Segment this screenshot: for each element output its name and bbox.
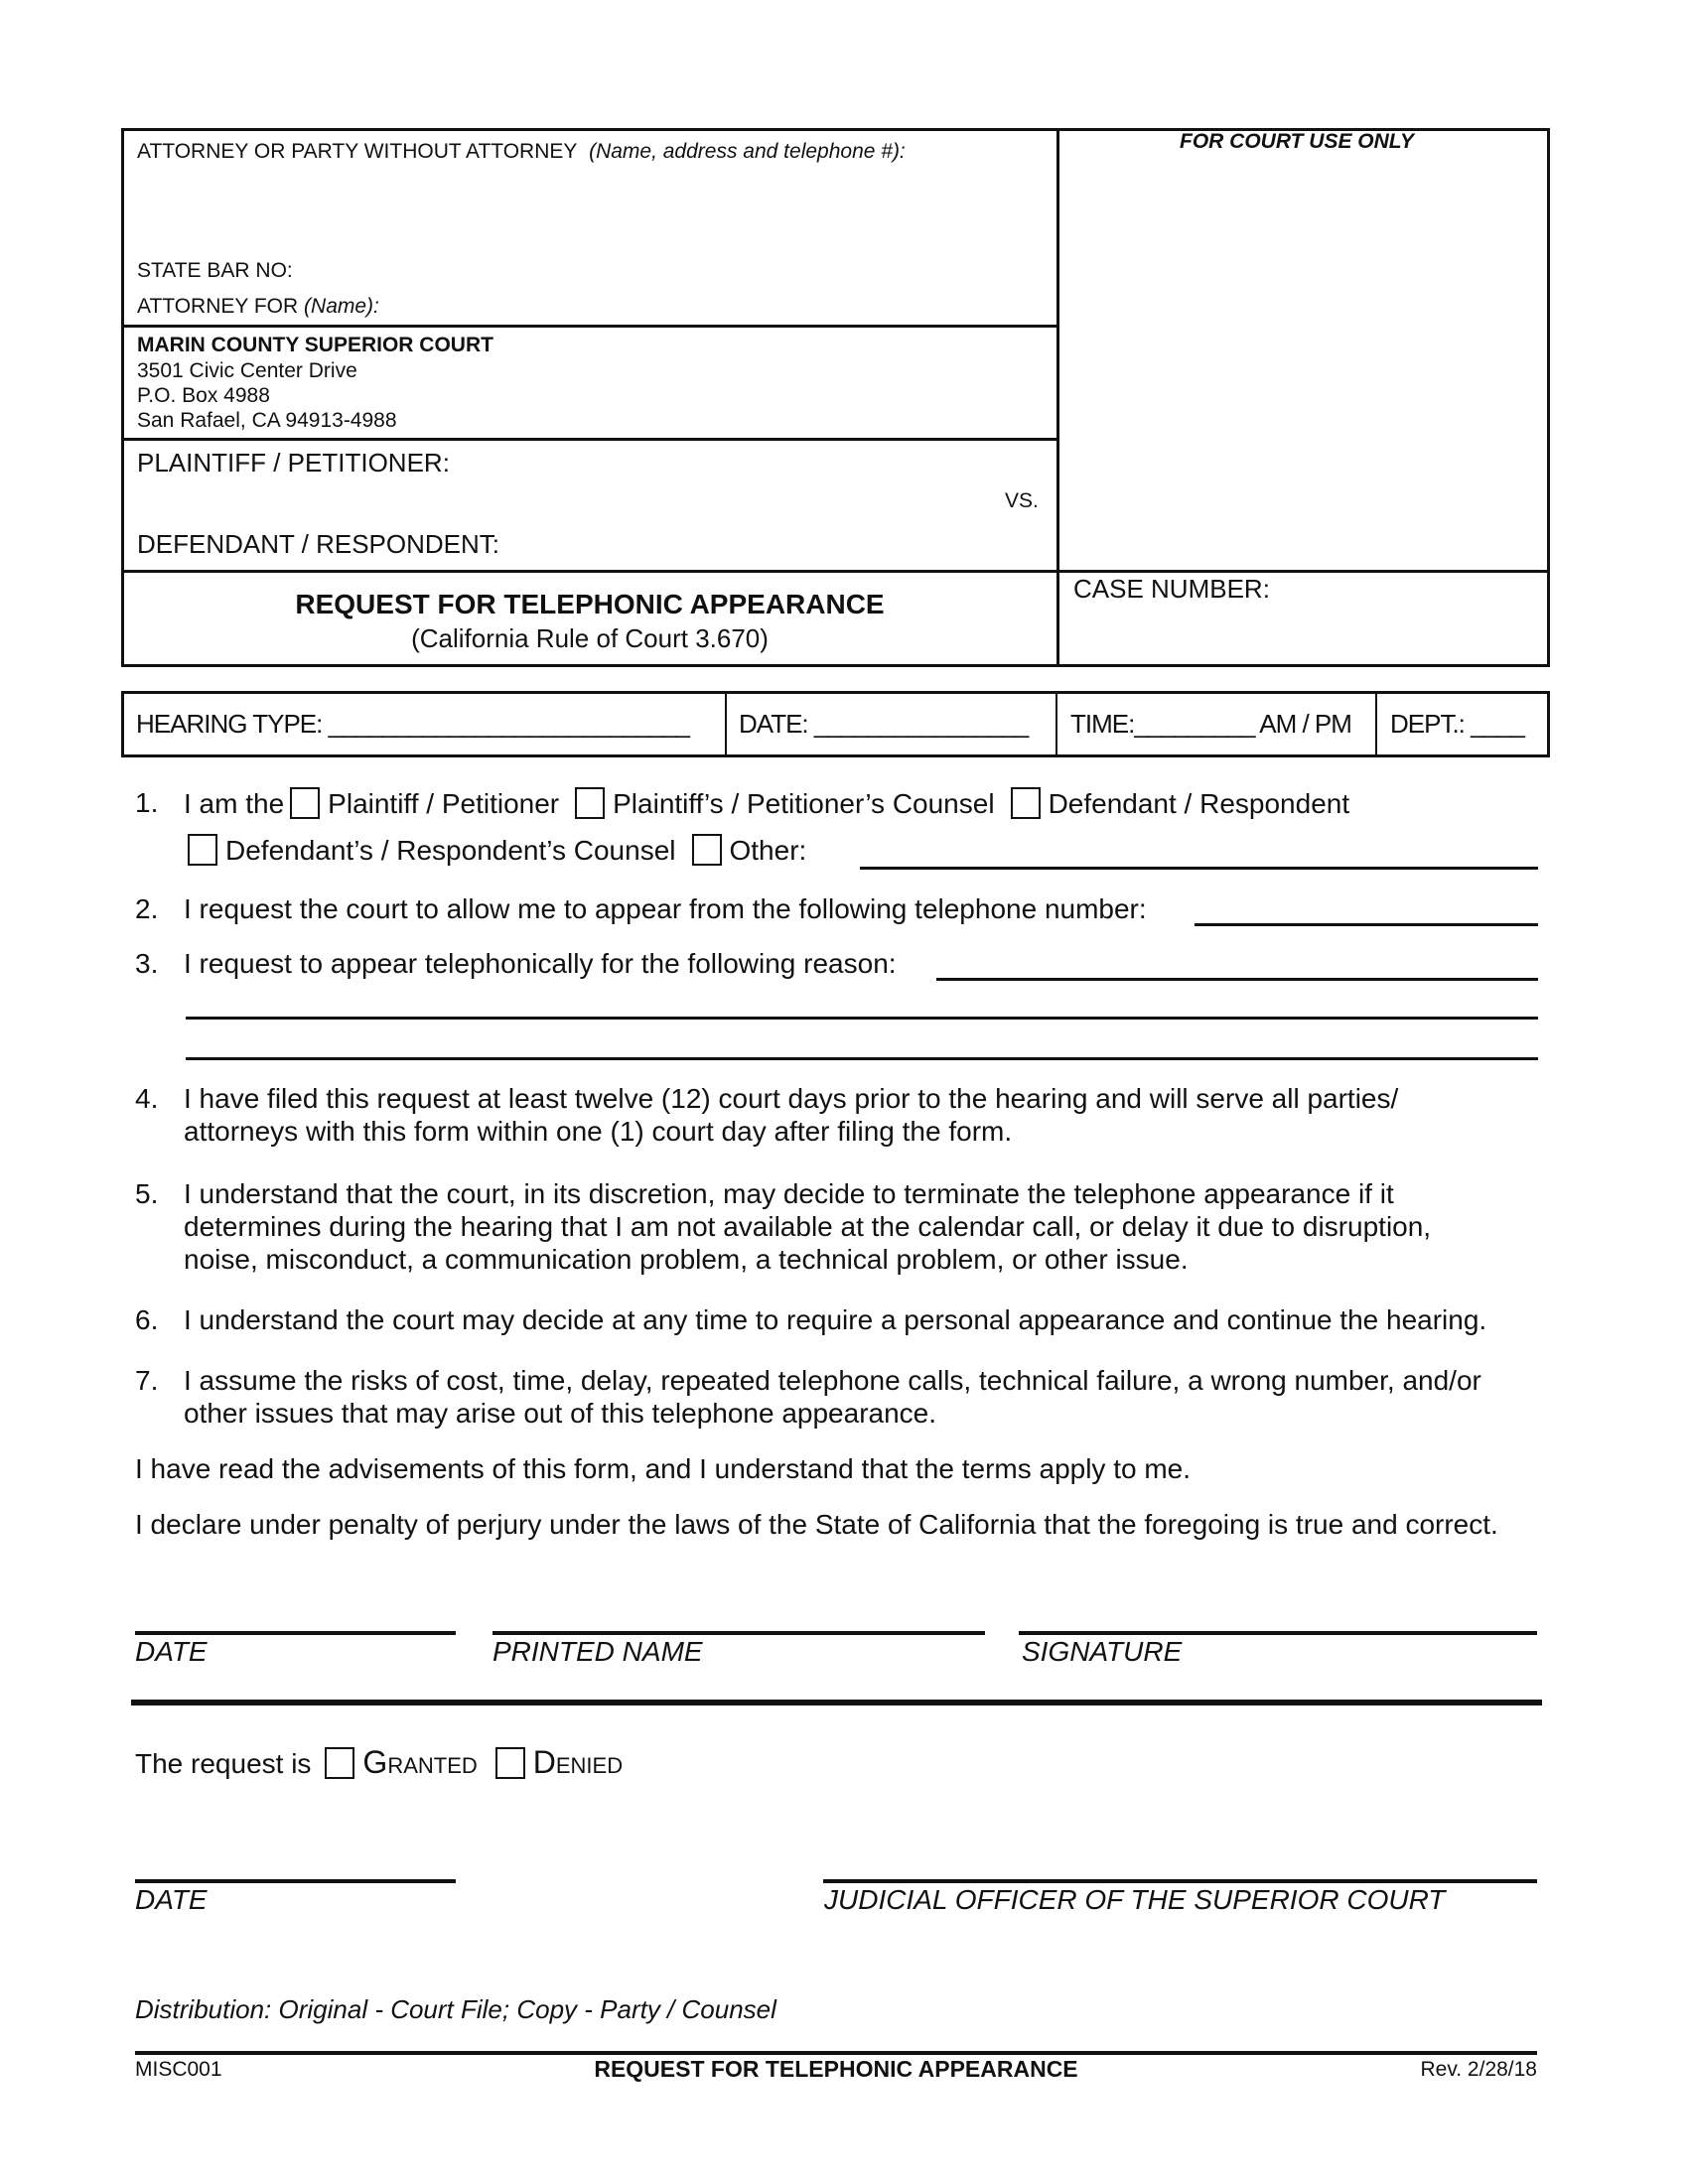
item-2-text: I request the court to allow me to appear from the following telephone number: — [184, 893, 1147, 924]
item-number: 6. — [135, 1304, 159, 1335]
item-number: 5. — [135, 1178, 159, 1209]
divider — [1055, 691, 1057, 757]
judicial-officer-label: JUDICIAL OFFICER OF THE SUPERIOR COURT — [824, 1884, 1446, 1915]
form-title: REQUEST FOR TELEPHONIC APPEARANCE — [295, 589, 885, 619]
item-1-lead: I am the — [184, 788, 285, 819]
attorney-for-hint: (Name): — [304, 295, 379, 318]
attorney-for-label — [137, 295, 379, 319]
order-lead: The request is — [135, 1748, 312, 1779]
judicial-officer-line[interactable] — [823, 1879, 1537, 1883]
section-divider — [131, 1700, 1542, 1706]
court-address-line: P.O. Box 4988 — [137, 384, 270, 407]
court-use-label: FOR COURT USE ONLY — [1180, 130, 1415, 153]
item-6-text: I understand the court may decide at any time to require a personal appearance and continue the hearing. — [184, 1304, 1487, 1335]
other-checkbox[interactable] — [692, 834, 722, 866]
footer-title: REQUEST FOR TELEPHONIC APPEARANCE — [594, 2056, 1078, 2082]
revision-date: Rev. 2/28/18 — [1420, 2058, 1537, 2081]
granted-checkbox[interactable] — [325, 1747, 354, 1779]
divider — [1056, 128, 1059, 667]
denied-checkbox[interactable] — [495, 1747, 525, 1779]
court-address-line: San Rafael, CA 94913-4988 — [137, 409, 397, 432]
advisement-statement: I have read the advisements of this form, and I understand that the terms apply to me. — [135, 1453, 1192, 1484]
plaintiff-option-label: Plaintiff / Petitioner — [328, 788, 560, 819]
defendant-counsel-option-label: Defendant’s / Respondent’s Counsel — [225, 835, 676, 866]
attorney-for-text: ATTORNEY FOR — [137, 295, 299, 318]
item-number: 4. — [135, 1083, 159, 1114]
reason-input-line[interactable] — [936, 978, 1538, 981]
item-3-text: I request to appear telephonically for the following reason: — [184, 948, 897, 979]
hearing-date-field[interactable]: DATE: ________________ — [739, 709, 1029, 739]
denied-label: Denied — [532, 1744, 624, 1780]
plaintiff-counsel-checkbox[interactable] — [575, 787, 605, 819]
perjury-declaration: I declare under penalty of perjury under the laws of the State of California that the foregoing is true and correct. — [135, 1509, 1498, 1540]
footer-divider — [135, 2051, 1537, 2055]
attorney-label-text: ATTORNEY OR PARTY WITHOUT ATTORNEY — [137, 140, 578, 163]
party-role-row-2 — [184, 834, 806, 867]
reason-input-line[interactable] — [186, 1057, 1538, 1060]
telephone-input-line[interactable] — [1195, 923, 1538, 926]
hearing-time-field[interactable]: TIME:_________ AM / PM — [1070, 709, 1351, 739]
distribution-note: Distribution: Original - Court File; Copy - Party / Counsel — [135, 1994, 776, 2024]
item-7-text: other issues that may arise out of this telephone appearance. — [184, 1398, 937, 1429]
attorney-label — [137, 140, 906, 164]
party-role-row — [184, 787, 1349, 820]
plaintiff-checkbox[interactable] — [290, 787, 320, 819]
divider — [121, 570, 1550, 573]
state-bar-label: STATE BAR NO: — [137, 259, 293, 282]
other-option-label: Other: — [729, 835, 807, 866]
item-4-text: I have filed this request at least twelve (12) court days prior to the hearing and will serve all parties/ — [184, 1083, 1399, 1114]
item-number: 2. — [135, 893, 159, 924]
item-7-text: I assume the risks of cost, time, delay, repeated telephone calls, technical failure, a wrong number, and/or — [184, 1365, 1481, 1396]
court-name: MARIN COUNTY SUPERIOR COURT — [137, 334, 493, 356]
date-signature-line[interactable] — [135, 1631, 456, 1635]
defendant-label: DEFENDANT / RESPONDENT: — [137, 529, 500, 559]
court-address-line: 3501 Civic Center Drive — [137, 359, 357, 382]
divider — [725, 691, 727, 757]
plaintiff-counsel-option-label: Plaintiff’s / Petitioner’s Counsel — [613, 788, 995, 819]
item-number: 3. — [135, 948, 159, 979]
item-5-text: I understand that the court, in its discretion, may decide to terminate the telephone appearance if it — [184, 1178, 1394, 1209]
reason-input-line[interactable] — [186, 1017, 1538, 1020]
item-number: 7. — [135, 1365, 159, 1396]
case-number-label: CASE NUMBER: — [1073, 574, 1270, 604]
divider — [121, 325, 1058, 328]
order-date-line[interactable] — [135, 1879, 456, 1883]
form-id: MISC001 — [135, 2058, 222, 2081]
defendant-counsel-checkbox[interactable] — [188, 834, 217, 866]
printed-name-line[interactable] — [492, 1631, 985, 1635]
granted-label: Granted — [362, 1744, 478, 1780]
date-label: DATE — [135, 1636, 208, 1667]
order-row — [135, 1744, 623, 1781]
signature-line[interactable] — [1019, 1631, 1537, 1635]
divider — [1375, 691, 1377, 757]
item-4-text: attorneys with this form within one (1) court day after filing the form. — [184, 1116, 1013, 1147]
defendant-option-label: Defendant / Respondent — [1048, 788, 1350, 819]
plaintiff-label: PLAINTIFF / PETITIONER: — [137, 448, 450, 478]
vs-label: VS. — [1005, 489, 1039, 512]
item-5-text: determines during the hearing that I am not available at the calendar call, or delay it due to disruption, — [184, 1211, 1432, 1242]
divider — [121, 438, 1058, 441]
attorney-hint: (Name, address and telephone #): — [589, 140, 906, 163]
form-subtitle: (California Rule of Court 3.670) — [411, 623, 769, 653]
item-number: 1. — [135, 787, 159, 818]
item-5-text: noise, misconduct, a communication problem, a technical problem, or other issue. — [184, 1244, 1189, 1275]
hearing-type-field[interactable]: HEARING TYPE: ___________________________ — [136, 709, 689, 739]
defendant-checkbox[interactable] — [1011, 787, 1041, 819]
other-input-line[interactable] — [860, 867, 1538, 870]
hearing-dept-field[interactable]: DEPT.: ____ — [1390, 709, 1524, 739]
order-date-label: DATE — [135, 1884, 208, 1915]
caption-box — [121, 128, 1550, 667]
printed-name-label: PRINTED NAME — [492, 1636, 703, 1667]
signature-label: SIGNATURE — [1022, 1636, 1183, 1667]
